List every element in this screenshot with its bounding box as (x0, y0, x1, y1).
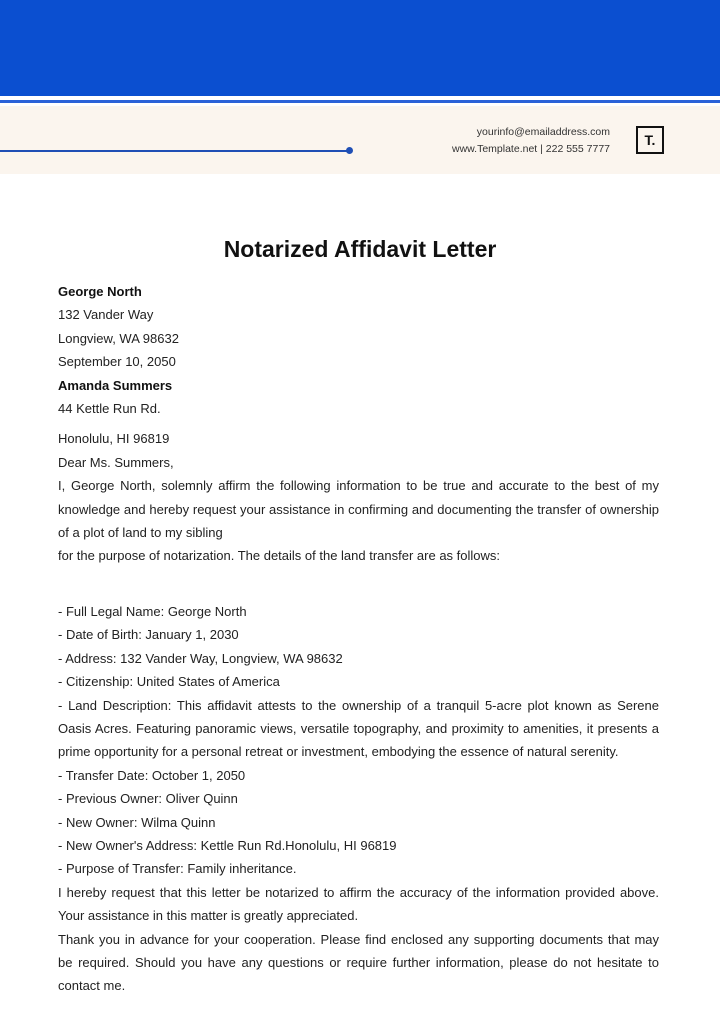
detail-previous-owner: - Previous Owner: Oliver Quinn (58, 791, 238, 807)
contact-strip (0, 106, 720, 174)
contact-email[interactable]: yourinfo@emailaddress.com (476, 126, 610, 138)
detail-new-owner: - New Owner: Wilma Quinn (58, 814, 216, 830)
salutation: Dear Ms. Summers, (58, 454, 174, 470)
detail-birth-date: - Date of Birth: January 1, 2030 (58, 627, 239, 643)
header-divider (0, 100, 720, 103)
detail-land-description: - Land Description: This affidavit attests to the ownership of a tranquil 5-acre plot known as Serene Oasis Acres. Featuring panoramic views, versatile topography, and proximity to amenities, it presents a prime opportunity for a personal retreat or investment, embodying the essence of natural serenity. (58, 697, 659, 760)
contact-website-phone[interactable]: www.Template.net | 222 555 7777 (452, 143, 610, 155)
request-paragraph: I hereby request that this letter be notarized to affirm the accuracy of the information provided above. Your assistance in this matter is greatly appreciated. (58, 884, 659, 924)
intro-continuation: for the purpose of notarization. The details of the land transfer are as follows: (58, 548, 501, 564)
decorative-rule (0, 150, 350, 152)
intro-paragraph: I, George North, solemnly affirm the following information to be true and accurate to the best of my knowledge and hereby request your assistance in confirming and documenting the transfer of ownership of a plot of land to my sibling (58, 478, 659, 541)
detail-address: - Address: 132 Vander Way, Longview, WA 98632 (58, 650, 343, 666)
detail-new-owner-address: - New Owner's Address: Kettle Run Rd.Honolulu, HI 96819 (58, 837, 397, 853)
decorative-dot (346, 147, 353, 154)
detail-citizenship: - Citizenship: United States of America (58, 674, 280, 690)
closing-paragraph: Thank you in advance for your cooperation. Please find enclosed any supporting documents that may be required. Should you have any questions or require further information, please do not hesitate to contact me. (58, 931, 659, 994)
recipient-name: Amanda Summers (58, 377, 173, 393)
letter-body (58, 280, 659, 998)
contact-info (452, 124, 610, 158)
detail-transfer-date: - Transfer Date: October 1, 2050 (58, 767, 246, 783)
letter-date: September 10, 2050 (58, 354, 176, 370)
sender-city: Longview, WA 98632 (58, 330, 179, 346)
recipient-street: 44 Kettle Run Rd. (58, 401, 161, 417)
template-logo: T. (636, 126, 664, 154)
sender-name: George North (58, 284, 142, 299)
recipient-city: Honolulu, HI 96819 (58, 431, 170, 447)
detail-full-name: - Full Legal Name: George North (58, 603, 247, 619)
header-band (0, 0, 720, 96)
page-title: Notarized Affidavit Letter (223, 236, 497, 262)
transfer-details (58, 600, 659, 881)
detail-purpose: - Purpose of Transfer: Family inheritance. (58, 861, 297, 877)
sender-street: 132 Vander Way (58, 307, 154, 323)
